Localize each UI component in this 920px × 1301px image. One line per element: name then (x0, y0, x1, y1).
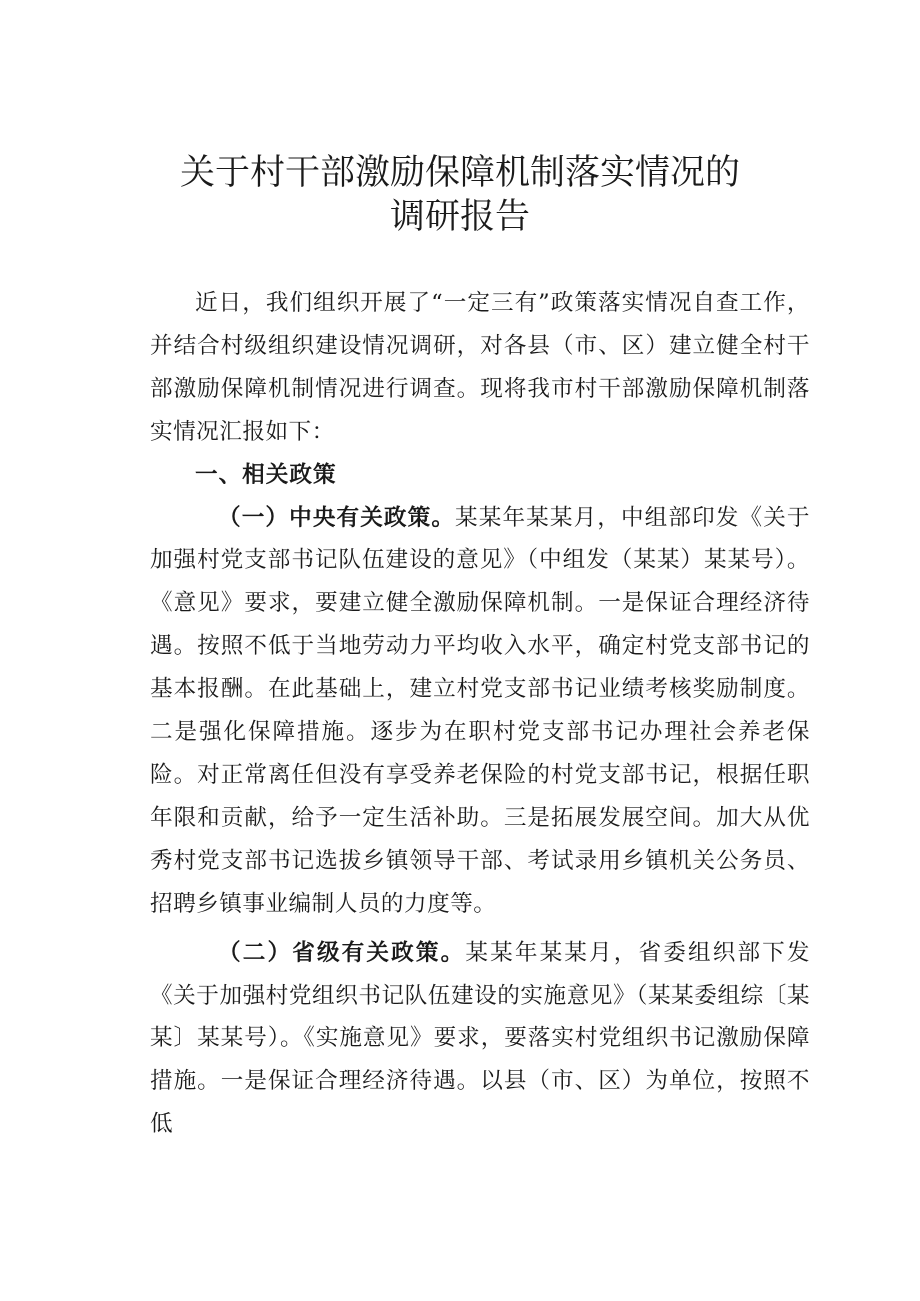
provincial-policy-lead: （二）省级有关政策。 (218, 939, 466, 966)
provincial-policy-paragraph (150, 932, 810, 1147)
intro-paragraph: 近日，我们组织开展了“一定三有”政策落实情况自查工作，并结合村级组织建设情况调研，对各县（市、区）建立健全村干部激励保障机制情况进行调查。现将我市村干部激励保障机制落实情况汇报如下： (150, 290, 810, 445)
document-body (150, 282, 810, 1146)
central-policy-paragraph (150, 497, 810, 926)
document-title-line1: 关于村干部激励保障机制落实情况的 (179, 153, 740, 193)
central-policy-text: 某某年某某月，中组部印发《关于加强村党支部书记队伍建设的意见》（中组发（某某）某某号）。《意见》要求，要建立健全激励保障机制。一是保证合理经济待遇。按照不低于当地劳动力平均收入水平，确定村党支部书记的基本报酬。在此基础上，建立村党支部书记业绩考核奖励制度。二是强化保障措施。逐步为在职村党支部书记办理社会养老保险。对正常离任但没有享受养老保险的村党支部书记，根据任职年限和贡献，给予一定生活补助。三是拓展发展空间。加大从优秀村党支部书记选拔乡镇领导干部、考试录用乡镇机关公务员、招聘乡镇事业编制人员的力度等。 (150, 504, 811, 917)
provincial-policy-text: 某某年某某月，省委组织部下发《关于加强村党组织书记队伍建设的实施意见》（某某委组综〔某某〕某某号）。《实施意见》要求，要落实村党组织书记激励保障措施。一是保证合理经济待遇。以县（市、区）为单位，按照不低 (150, 939, 811, 1138)
central-policy-lead: （一）中央有关政策。 (218, 504, 456, 531)
section-heading-policies: 一、相关政策 (195, 461, 337, 488)
document-title-line2: 调研报告 (389, 197, 530, 237)
